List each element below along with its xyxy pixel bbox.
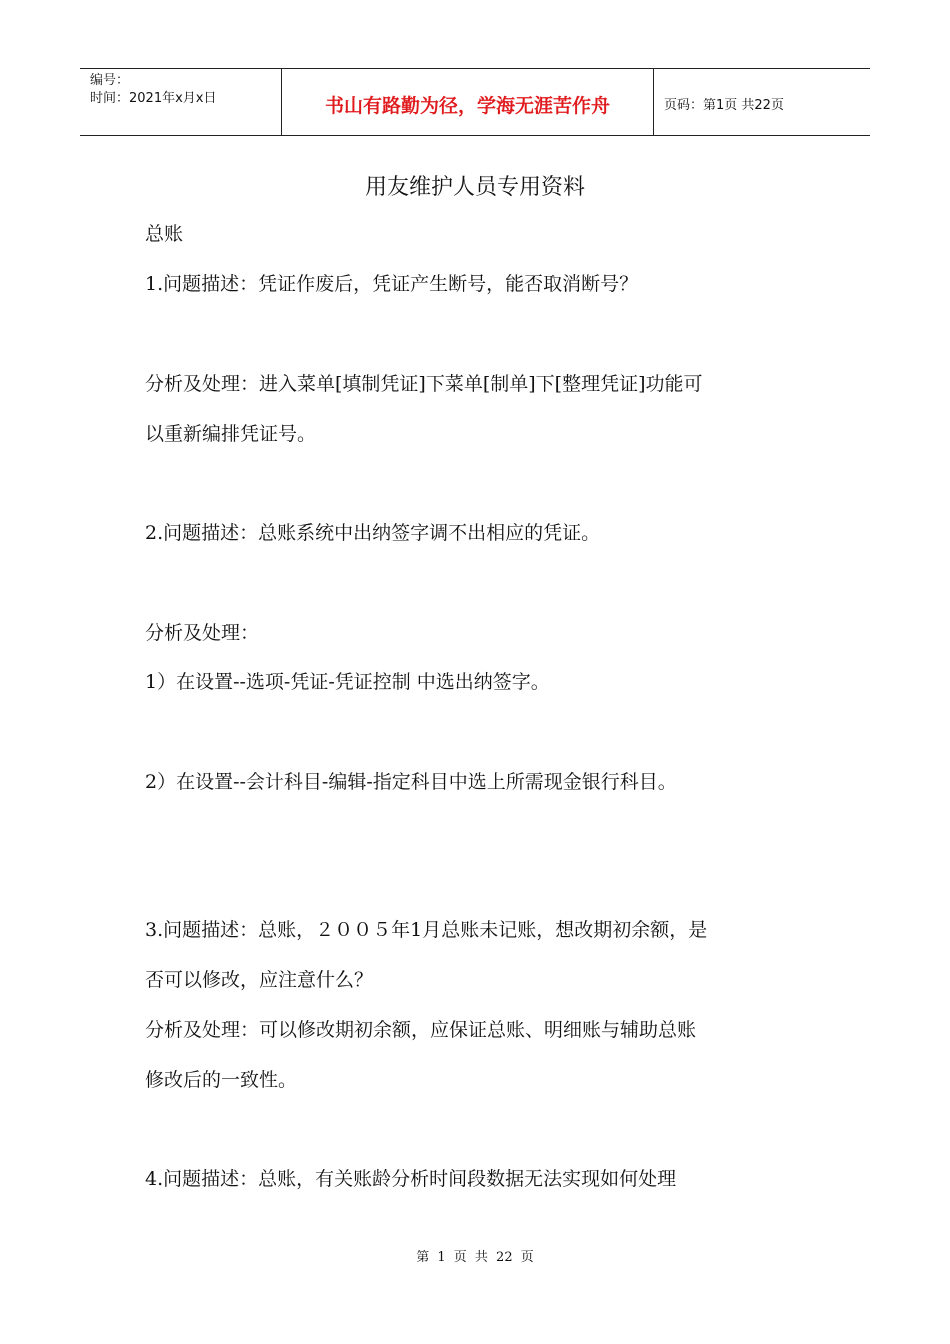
- question-3-line-2: 否可以修改，应注意什么？: [145, 969, 374, 991]
- document-time-label: 时间：2021年x月x日: [90, 91, 217, 106]
- answer-2-heading: 分析及处理：: [145, 622, 260, 644]
- document-title: 用友维护人员专用资料: [364, 175, 585, 200]
- header-motto: 书山有路勤为径，学海无涯苦作舟: [282, 69, 654, 135]
- answer-1-line-1: 分析及处理：进入菜单[填制凭证]下菜单[制单]下[整理凭证]功能可: [145, 373, 703, 395]
- answer-3-line-1: 分析及处理：可以修改期初余额，应保证总账、明细账与辅助总账: [145, 1019, 697, 1041]
- document-number-label: 编号：: [90, 73, 130, 88]
- header-page-info: 页码：第1页 共22页: [664, 97, 784, 113]
- page-footer: 第 1 页 共 22 页: [416, 1250, 534, 1265]
- answer-3-line-2: 修改后的一致性。: [145, 1069, 298, 1091]
- question-4: 4.问题描述：总账，有关账龄分析时间段数据无法实现如何处理: [145, 1168, 677, 1190]
- header-meta: [80, 69, 282, 135]
- question-1: 1.问题描述：凭证作废后，凭证产生断号，能否取消断号？: [145, 273, 639, 295]
- question-2: 2.问题描述：总账系统中出纳签字调不出相应的凭证。: [145, 522, 601, 544]
- question-3-line-1: 3.问题描述：总账，２００５年1月总账未记账，想改期初余额，是: [145, 919, 708, 941]
- page-header: [80, 68, 870, 136]
- answer-1-line-2: 以重新编排凭证号。: [145, 423, 317, 445]
- answer-2-step-1: 1）在设置--选项-凭证-凭证控制 中选出纳签字。: [145, 671, 550, 693]
- answer-2-step-2: 2）在设置--会计科目-编辑-指定科目中选上所需现金银行科目。: [145, 771, 677, 793]
- section-heading: 总账: [145, 223, 184, 245]
